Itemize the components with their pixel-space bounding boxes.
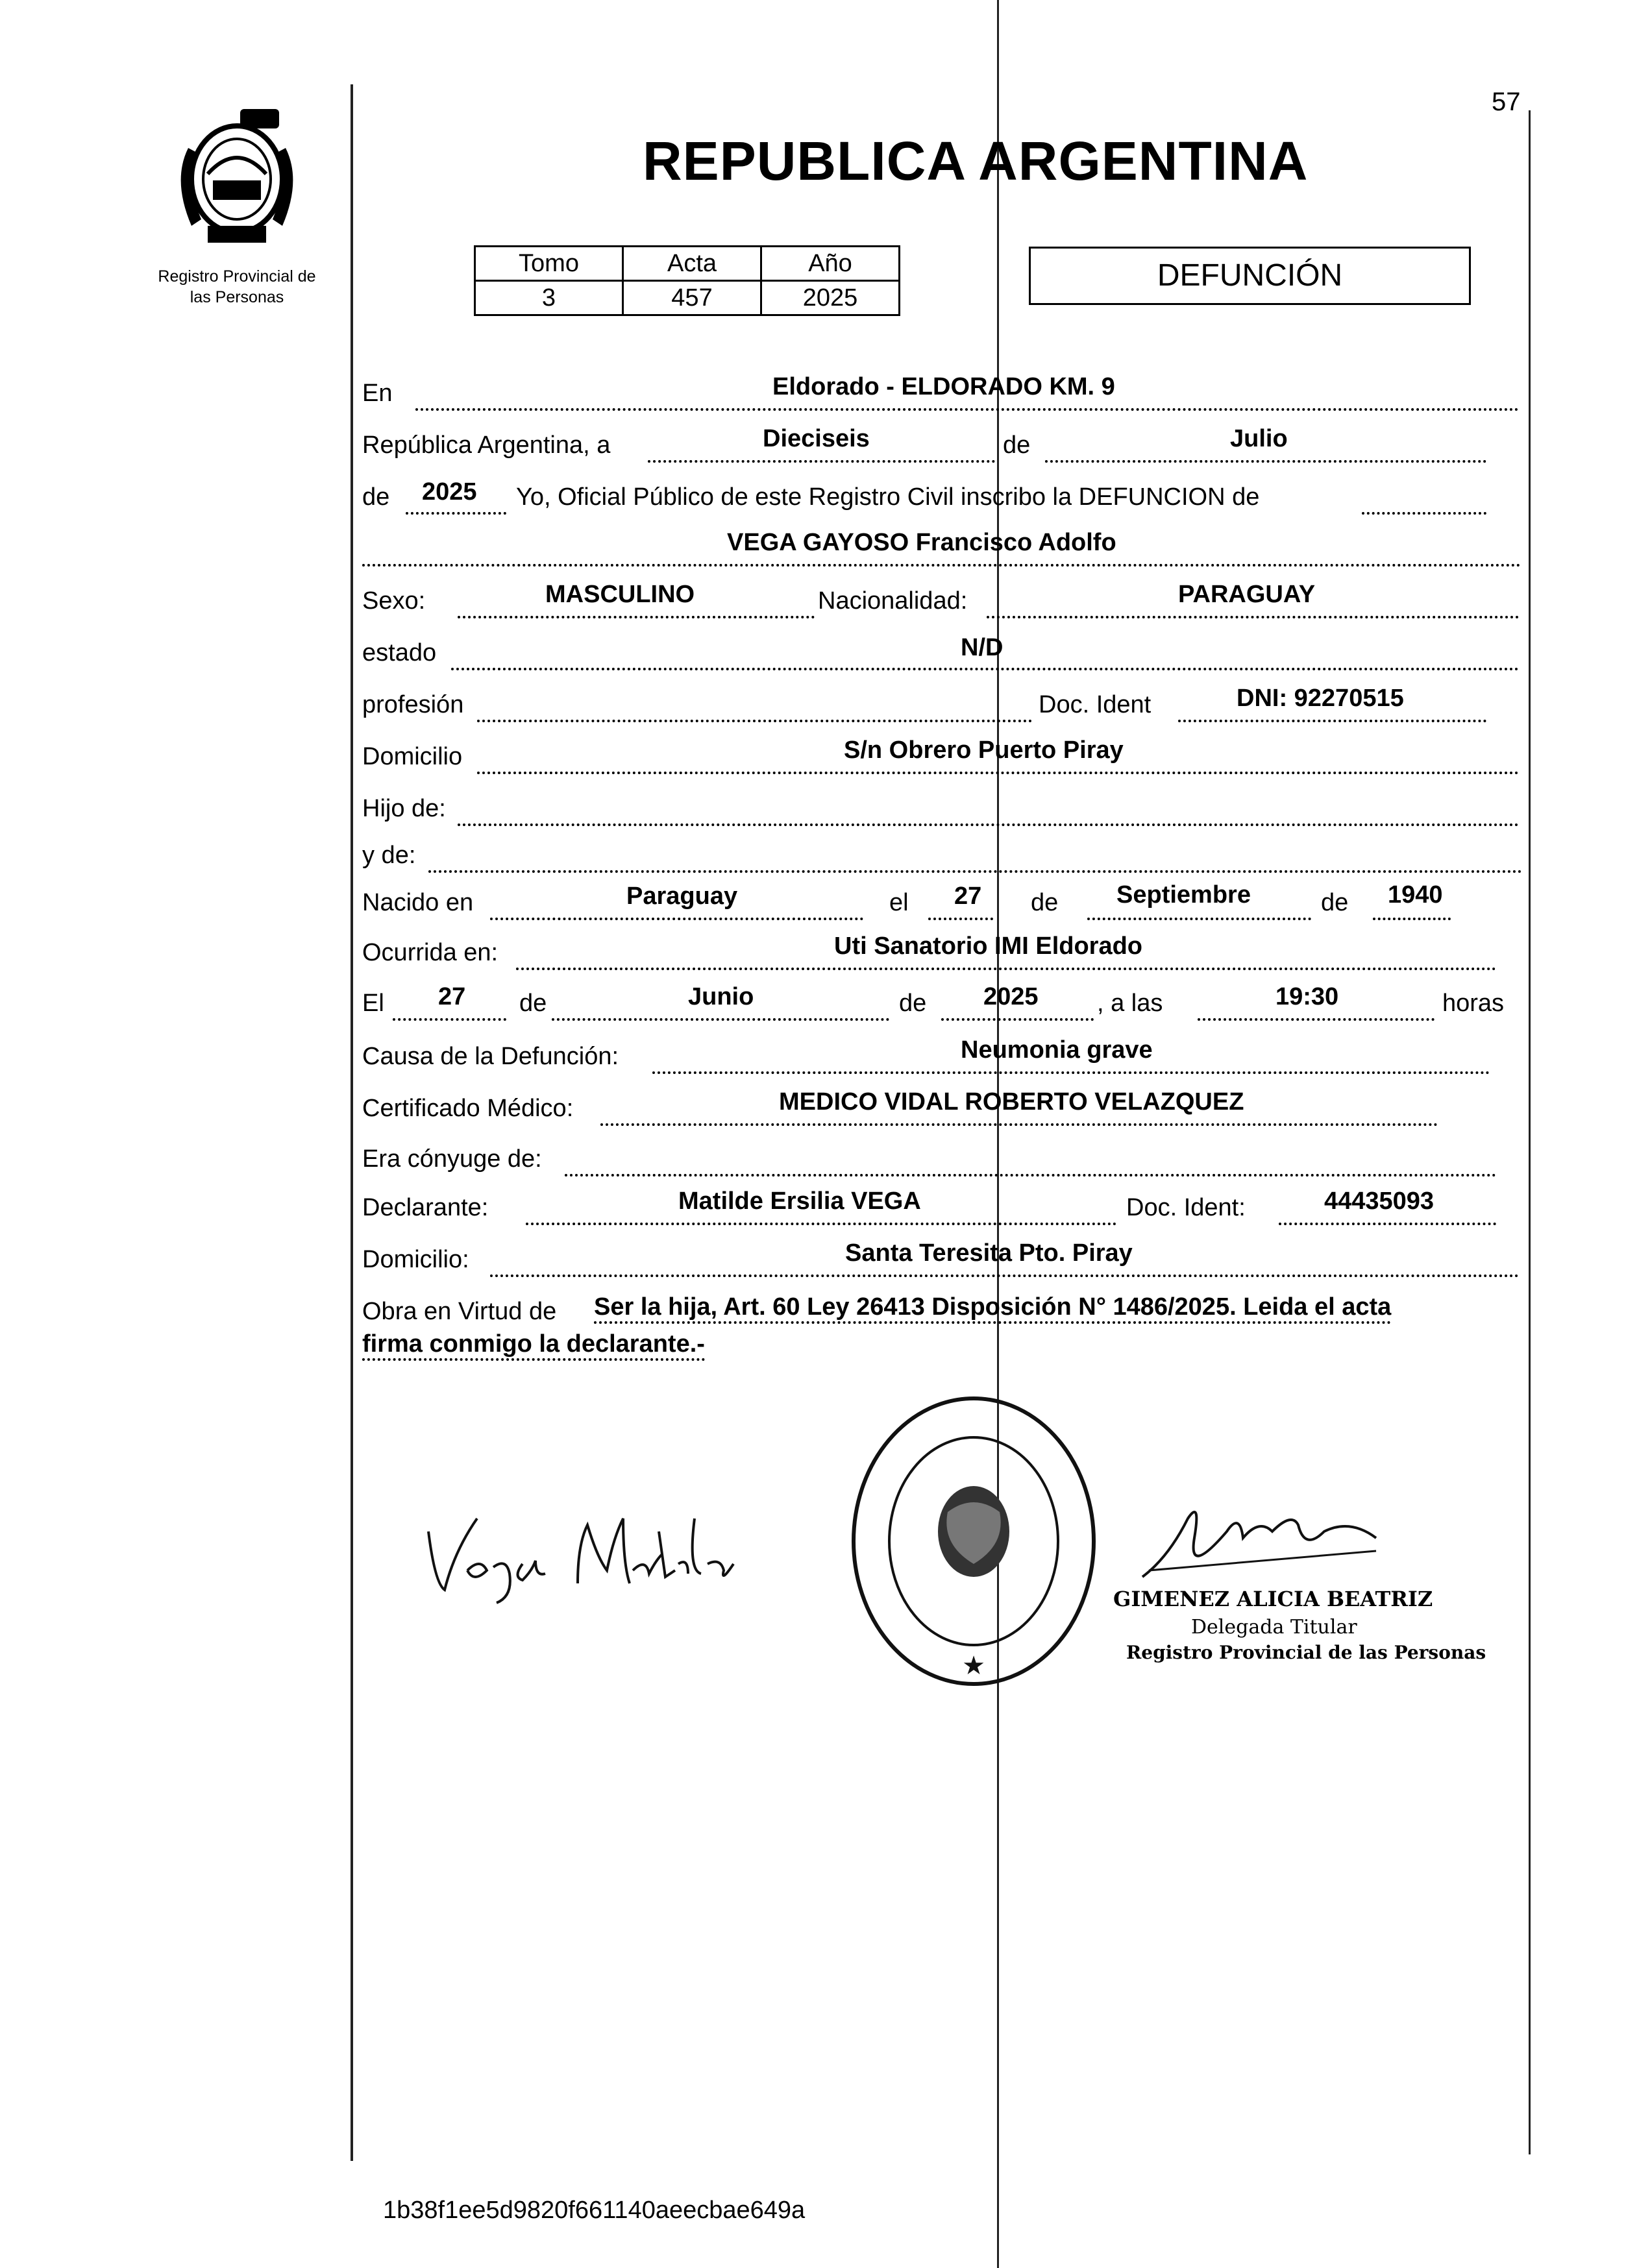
certificado-label: Certificado Médico:: [362, 1095, 574, 1122]
record-table-values: [475, 281, 900, 315]
nacido-label: Nacido en: [362, 889, 474, 916]
header-acta: Acta: [623, 247, 761, 281]
right-margin-line: [1529, 110, 1531, 2154]
yde-field: [428, 842, 1522, 873]
record-table-header: [475, 247, 900, 281]
page-title: REPUBLICA ARGENTINA: [643, 130, 1309, 191]
day-value: Dieciseis: [763, 425, 870, 452]
death-time: 19:30: [1275, 983, 1339, 1010]
death-year: 2025: [983, 983, 1039, 1010]
certificado-value: MEDICO VIDAL ROBERTO VELAZQUEZ: [779, 1088, 1244, 1116]
center-fold-line: [997, 0, 999, 2268]
official-title: Delegada Titular: [1191, 1616, 1357, 1639]
obra-value-line1: Ser la hija, Art. 60 Ley 26413 Disposición N° 1486/2025. Leida el acta: [594, 1293, 1391, 1324]
profesion-field: [477, 691, 1032, 722]
de-label-6: de: [899, 990, 927, 1017]
estado-label: estado: [362, 639, 437, 666]
value-ano: 2025: [761, 281, 900, 315]
domicilio-label: Domicilio: [362, 743, 463, 770]
declarant-signature-drawing: [415, 1493, 753, 1609]
el-label-2: El: [362, 990, 384, 1017]
birth-year: 1940: [1388, 881, 1443, 908]
en-value: Eldorado - ELDORADO KM. 9: [772, 373, 1115, 400]
domicilio-value: S/n Obrero Puerto Piray: [844, 737, 1124, 764]
horas-label: horas: [1442, 990, 1505, 1017]
sexo-label: Sexo:: [362, 587, 426, 615]
value-acta: 457: [623, 281, 761, 315]
header-tomo: Tomo: [475, 247, 623, 281]
doc-ident-value-2: 44435093: [1324, 1188, 1435, 1215]
doc-ident-label: Doc. Ident: [1039, 691, 1152, 718]
official-org: Registro Provincial de las Personas: [1126, 1642, 1486, 1663]
doc-ident-value: DNI: 92270515: [1237, 685, 1404, 712]
republica-label: República Argentina, a: [362, 432, 611, 459]
page-number: 57: [1492, 88, 1521, 116]
stamp-icon: [844, 1389, 1103, 1694]
official-signature-drawing: [1129, 1493, 1402, 1590]
hijo-field: [458, 795, 1519, 826]
doc-ident-label-2: Doc. Ident:: [1126, 1194, 1246, 1221]
ocurrida-value: Uti Sanatorio IMI Eldorado: [834, 933, 1143, 960]
seal-icon: [162, 103, 312, 258]
en-label: En: [362, 380, 393, 407]
obra-label: Obra en Virtud de: [362, 1298, 557, 1325]
death-month: Junio: [688, 983, 754, 1010]
ocurrida-label: Ocurrida en:: [362, 939, 499, 966]
obra-value-line2: firma conmigo la declarante.-: [362, 1330, 705, 1361]
de-label-4: de: [1321, 889, 1349, 916]
declarant-signature: [415, 1493, 753, 1609]
domicilio-value-2: Santa Teresita Pto. Piray: [845, 1239, 1133, 1267]
birth-day: 27: [954, 883, 982, 910]
conyuge-field: [565, 1145, 1496, 1177]
registry-caption-line1: Registro Provincial de: [158, 267, 316, 286]
profesion-label: profesión: [362, 691, 464, 718]
registry-caption: [133, 266, 341, 308]
nacido-value: Paraguay: [626, 883, 738, 910]
el-label: el: [889, 889, 909, 916]
registry-caption-line2: las Personas: [190, 288, 284, 306]
causa-label: Causa de la Defunción:: [362, 1043, 619, 1070]
svg-text:★: ★: [962, 1651, 985, 1681]
official-name: GIMENEZ ALICIA BEATRIZ: [1113, 1587, 1433, 1611]
deceased-name: VEGA GAYOSO Francisco Adolfo: [727, 529, 1116, 556]
domicilio-label-2: Domicilio:: [362, 1246, 469, 1273]
declarante-value: Matilde Ersilia VEGA: [678, 1188, 921, 1215]
birth-month: Septiembre: [1116, 881, 1251, 908]
death-day: 27: [438, 983, 466, 1010]
de-label-3: de: [1031, 889, 1059, 916]
nacionalidad-value: PARAGUAY: [1178, 581, 1316, 608]
record-type-box: DEFUNCIÓN: [1029, 247, 1471, 305]
value-tomo: 3: [475, 281, 623, 315]
footer-hash: 1b38f1ee5d9820f661140aeecbae649a: [383, 2197, 806, 2224]
causa-value: Neumonia grave: [961, 1036, 1153, 1064]
oficial-text: Yo, Oficial Público de este Registro Civil inscribo la DEFUNCION de: [516, 483, 1260, 511]
de-label-2: de: [362, 483, 390, 511]
conyuge-label: Era cónyuge de:: [362, 1145, 542, 1173]
record-table: [474, 245, 900, 316]
alas-label: , a las: [1097, 990, 1163, 1017]
hijo-label: Hijo de:: [362, 795, 446, 822]
nacionalidad-label: Nacionalidad:: [818, 587, 968, 615]
declarante-label: Declarante:: [362, 1194, 489, 1221]
official-stamp: [844, 1389, 1103, 1694]
de-label-5: de: [519, 990, 547, 1017]
province-seal-logo: [162, 103, 312, 258]
month-value: Julio: [1230, 425, 1288, 452]
yde-label: y de:: [362, 842, 416, 869]
sexo-value: MASCULINO: [545, 581, 695, 608]
left-margin-line: [351, 84, 353, 2161]
oficial-field: [1362, 483, 1486, 515]
official-signature: [1129, 1493, 1402, 1590]
year-value: 2025: [422, 478, 477, 506]
de-label: de: [1003, 432, 1031, 459]
header-ano: Año: [761, 247, 900, 281]
estado-value: N/D: [961, 634, 1004, 661]
